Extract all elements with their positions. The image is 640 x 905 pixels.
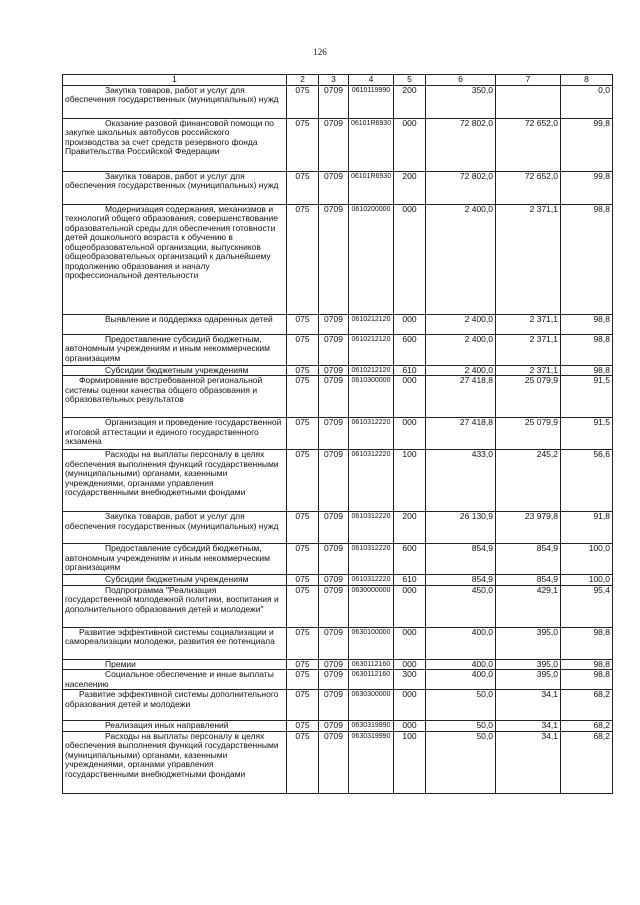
row-execution-percent: 95,4 xyxy=(561,585,613,627)
row-section-code: 0709 xyxy=(319,314,349,334)
row-section-code: 0709 xyxy=(319,659,349,670)
row-execution-percent: 98,8 xyxy=(561,314,613,334)
row-target-code: 0610212120 xyxy=(349,314,394,334)
row-name xyxy=(63,659,287,670)
row-target-code: 0630319990 xyxy=(349,721,394,732)
table-row xyxy=(63,544,613,575)
table-row xyxy=(63,334,613,365)
col-header-6: 6 xyxy=(426,75,496,86)
table-row xyxy=(63,171,613,204)
row-name-text: Социальное обеспечение и иные выплаты населению xyxy=(65,669,274,689)
row-name-text: Развитие эффективной системы дополнительного образования детей и молодежи xyxy=(65,689,279,709)
row-expense-type: 100 xyxy=(394,731,426,793)
row-planned-amount: 400,0 xyxy=(426,659,496,670)
row-target-code: 0610119990 xyxy=(349,85,394,118)
row-name-text: Оказание разовой финансовой помощи по закупке школьных автобусов российского производства за счет средств резервного фонда Правительства Российской Федерации xyxy=(65,117,274,156)
row-planned-amount: 50,0 xyxy=(426,690,496,721)
row-section-code: 0709 xyxy=(319,721,349,732)
row-expense-type: 200 xyxy=(394,85,426,118)
row-target-code: 0630000000 xyxy=(349,585,394,627)
row-chapter-code: 075 xyxy=(287,659,319,670)
row-chapter-code: 075 xyxy=(287,731,319,793)
row-name xyxy=(63,334,287,365)
row-target-code: 0610212120 xyxy=(349,365,394,376)
row-name-text: Премии xyxy=(105,658,136,669)
row-name-text: Подпрограмма "Реализация государственной молодежной политики, воспитания и дополнительного образования детей и молодежи" xyxy=(65,584,279,614)
row-expense-type: 000 xyxy=(394,690,426,721)
row-name xyxy=(63,418,287,450)
col-header-4: 4 xyxy=(349,75,394,86)
row-target-code: 06101R6930 xyxy=(349,171,394,204)
row-target-code: 0610312220 xyxy=(349,450,394,512)
table-row xyxy=(63,512,613,544)
row-executed-amount xyxy=(496,85,561,118)
row-expense-type: 000 xyxy=(394,204,426,314)
row-planned-amount: 450,0 xyxy=(426,585,496,627)
row-section-code: 0709 xyxy=(319,365,349,376)
row-target-code: 0630319990 xyxy=(349,731,394,793)
row-name xyxy=(63,376,287,418)
row-name-text: Развитие эффективной системы социализации и самореализации молодежи, развития ее потенциала xyxy=(65,626,275,646)
row-name xyxy=(63,544,287,575)
row-planned-amount: 26 130,9 xyxy=(426,512,496,544)
row-planned-amount: 2 400,0 xyxy=(426,334,496,365)
row-executed-amount: 395,0 xyxy=(496,659,561,670)
row-executed-amount: 34,1 xyxy=(496,721,561,732)
row-name-text: Закупка товаров, работ и услуг для обеспечения государственных (муниципальных) нужд xyxy=(65,84,279,104)
row-executed-amount: 245,2 xyxy=(496,450,561,512)
table-row xyxy=(63,575,613,586)
row-execution-percent: 98,8 xyxy=(561,334,613,365)
row-executed-amount: 395,0 xyxy=(496,627,561,659)
row-execution-percent: 0,0 xyxy=(561,85,613,118)
row-executed-amount: 854,9 xyxy=(496,575,561,586)
row-planned-amount: 27 418,8 xyxy=(426,376,496,418)
row-expense-type: 610 xyxy=(394,575,426,586)
row-planned-amount: 2 400,0 xyxy=(426,204,496,314)
row-name-text: Субсидии бюджетным учреждениям xyxy=(105,574,249,584)
row-chapter-code: 075 xyxy=(287,171,319,204)
row-target-code: 0610200000 xyxy=(349,204,394,314)
row-executed-amount: 34,1 xyxy=(496,690,561,721)
row-target-code: 0630100000 xyxy=(349,627,394,659)
row-chapter-code: 075 xyxy=(287,118,319,171)
table-row xyxy=(63,585,613,627)
row-chapter-code: 075 xyxy=(287,334,319,365)
row-target-code: 0610312220 xyxy=(349,575,394,586)
row-execution-percent: 99,8 xyxy=(561,118,613,171)
row-target-code: 0610312220 xyxy=(349,512,394,544)
table-row xyxy=(63,731,613,793)
row-planned-amount: 350,0 xyxy=(426,85,496,118)
row-executed-amount: 23 979,8 xyxy=(496,512,561,544)
row-section-code: 0709 xyxy=(319,512,349,544)
row-chapter-code: 075 xyxy=(287,376,319,418)
row-target-code: 0610300000 xyxy=(349,376,394,418)
row-execution-percent: 68,2 xyxy=(561,690,613,721)
row-execution-percent: 100,0 xyxy=(561,575,613,586)
row-execution-percent: 91,5 xyxy=(561,418,613,450)
row-name-text: Предоставление субсидий бюджетным, автономным учреждениям и иным некоммерческим организациям xyxy=(65,543,271,572)
row-name xyxy=(63,171,287,204)
row-chapter-code: 075 xyxy=(287,585,319,627)
table-row xyxy=(63,85,613,118)
row-section-code: 0709 xyxy=(319,627,349,659)
row-expense-type: 000 xyxy=(394,118,426,171)
row-name xyxy=(63,314,287,334)
row-execution-percent: 56,6 xyxy=(561,450,613,512)
table-body xyxy=(63,85,613,793)
row-chapter-code: 075 xyxy=(287,721,319,732)
row-executed-amount: 2 371,1 xyxy=(496,314,561,334)
row-target-code: 0630112160 xyxy=(349,659,394,670)
row-name-text: Формирование востребованной региональной системы оценки качества общего образования и образовательных результатов xyxy=(65,375,263,404)
row-execution-percent: 68,2 xyxy=(561,731,613,793)
row-expense-type: 000 xyxy=(394,585,426,627)
row-chapter-code: 075 xyxy=(287,418,319,450)
row-name-text: Расходы на выплаты персоналу в целях обеспечения выполнения функций государственными (муниципальными) органами, казенными учреждениями, органами управления государственными внебюджетными фондами xyxy=(65,730,279,779)
row-expense-type: 000 xyxy=(394,314,426,334)
row-target-code: 0610212120 xyxy=(349,334,394,365)
row-name-text: Субсидии бюджетным учреждениям xyxy=(105,364,249,375)
row-chapter-code: 075 xyxy=(287,450,319,512)
row-name-text: Предоставление субсидий бюджетным, автономным учреждениям и иным некоммерческим организациям xyxy=(65,333,271,363)
row-expense-type: 200 xyxy=(394,512,426,544)
table-row xyxy=(63,670,613,690)
table-row xyxy=(63,659,613,670)
row-name xyxy=(63,670,287,690)
budget-table xyxy=(62,74,613,794)
row-execution-percent: 98,8 xyxy=(561,659,613,670)
col-header-8: 8 xyxy=(561,75,613,86)
row-target-code: 0610312220 xyxy=(349,418,394,450)
row-section-code: 0709 xyxy=(319,118,349,171)
row-name xyxy=(63,204,287,314)
row-name xyxy=(63,627,287,659)
row-executed-amount: 25 079,9 xyxy=(496,376,561,418)
row-name xyxy=(63,450,287,512)
row-execution-percent: 91,5 xyxy=(561,376,613,418)
row-expense-type: 600 xyxy=(394,544,426,575)
row-executed-amount: 72 652,0 xyxy=(496,118,561,171)
row-name xyxy=(63,365,287,376)
row-name xyxy=(63,721,287,732)
table-row xyxy=(63,118,613,171)
row-section-code: 0709 xyxy=(319,85,349,118)
row-name xyxy=(63,585,287,627)
row-name-text: Расходы на выплаты персоналу в целях обеспечения выполнения функций государственными (муниципальными) органами, казенными учреждениями, органами управления государственными внебюджетными фондами xyxy=(65,449,279,497)
row-section-code: 0709 xyxy=(319,731,349,793)
row-chapter-code: 075 xyxy=(287,690,319,721)
row-name xyxy=(63,512,287,544)
row-name-text: Организация и проведение государственной итоговой аттестации и единого государственного экзамена xyxy=(65,417,282,446)
row-section-code: 0709 xyxy=(319,575,349,586)
row-planned-amount: 50,0 xyxy=(426,721,496,732)
col-header-2: 2 xyxy=(287,75,319,86)
table-row xyxy=(63,690,613,721)
row-name xyxy=(63,690,287,721)
row-target-code: 0630300000 xyxy=(349,690,394,721)
row-section-code: 0709 xyxy=(319,376,349,418)
row-executed-amount: 72 652,0 xyxy=(496,171,561,204)
row-target-code: 06101R6930 xyxy=(349,118,394,171)
row-expense-type: 000 xyxy=(394,376,426,418)
row-name-text: Закупка товаров, работ и услуг для обеспечения государственных (муниципальных) нужд xyxy=(65,170,279,190)
table-row xyxy=(63,204,613,314)
row-name-text: Выявление и поддержка одаренных детей xyxy=(105,313,273,324)
row-planned-amount: 50,0 xyxy=(426,731,496,793)
row-section-code: 0709 xyxy=(319,171,349,204)
row-chapter-code: 075 xyxy=(287,544,319,575)
row-chapter-code: 075 xyxy=(287,365,319,376)
row-section-code: 0709 xyxy=(319,690,349,721)
row-section-code: 0709 xyxy=(319,585,349,627)
row-expense-type: 100 xyxy=(394,450,426,512)
row-executed-amount: 429,1 xyxy=(496,585,561,627)
row-planned-amount: 400,0 xyxy=(426,670,496,690)
row-expense-type: 000 xyxy=(394,418,426,450)
row-executed-amount: 2 371,1 xyxy=(496,365,561,376)
row-section-code: 0709 xyxy=(319,544,349,575)
row-chapter-code: 075 xyxy=(287,204,319,314)
table-row xyxy=(63,721,613,732)
row-name xyxy=(63,85,287,118)
row-execution-percent: 98,8 xyxy=(561,365,613,376)
row-planned-amount: 2 400,0 xyxy=(426,314,496,334)
table-row xyxy=(63,418,613,450)
row-name-text: Модернизация содержания, механизмов и технологий общего образования, совершенствование образовательной среды для обеспечения готовности детей дошкольного возраста к обучению в общеобразовательной организации, выпускников общеобразовательных организаций к дальнейшему продолжению образования и началу профессиональной деятельности xyxy=(65,203,278,280)
table-row xyxy=(63,365,613,376)
row-execution-percent: 98,8 xyxy=(561,670,613,690)
row-chapter-code: 075 xyxy=(287,85,319,118)
row-execution-percent: 99,8 xyxy=(561,171,613,204)
row-expense-type: 200 xyxy=(394,171,426,204)
table-row xyxy=(63,627,613,659)
row-expense-type: 600 xyxy=(394,334,426,365)
row-execution-percent: 98,8 xyxy=(561,204,613,314)
row-planned-amount: 2 400,0 xyxy=(426,365,496,376)
row-chapter-code: 075 xyxy=(287,575,319,586)
col-header-5: 5 xyxy=(394,75,426,86)
row-expense-type: 610 xyxy=(394,365,426,376)
row-section-code: 0709 xyxy=(319,334,349,365)
row-executed-amount: 2 371,1 xyxy=(496,204,561,314)
row-name xyxy=(63,731,287,793)
row-planned-amount: 854,9 xyxy=(426,544,496,575)
col-header-3: 3 xyxy=(319,75,349,86)
row-execution-percent: 100,0 xyxy=(561,544,613,575)
row-execution-percent: 91,8 xyxy=(561,512,613,544)
row-name-text: Закупка товаров, работ и услуг для обеспечения государственных (муниципальных) нужд xyxy=(65,511,279,531)
row-execution-percent: 68,2 xyxy=(561,721,613,732)
row-chapter-code: 075 xyxy=(287,314,319,334)
row-executed-amount: 854,9 xyxy=(496,544,561,575)
table-row xyxy=(63,376,613,418)
row-section-code: 0709 xyxy=(319,204,349,314)
row-executed-amount: 2 371,1 xyxy=(496,334,561,365)
row-planned-amount: 400,0 xyxy=(426,627,496,659)
row-section-code: 0709 xyxy=(319,670,349,690)
row-expense-type: 300 xyxy=(394,670,426,690)
row-section-code: 0709 xyxy=(319,418,349,450)
col-header-1: 1 xyxy=(63,75,287,86)
page-number: 126 xyxy=(313,47,327,57)
row-expense-type: 000 xyxy=(394,721,426,732)
row-planned-amount: 72 802,0 xyxy=(426,118,496,171)
row-target-code: 0630112160 xyxy=(349,670,394,690)
table-row xyxy=(63,314,613,334)
row-executed-amount: 34,1 xyxy=(496,731,561,793)
row-expense-type: 000 xyxy=(394,659,426,670)
row-planned-amount: 72 802,0 xyxy=(426,171,496,204)
row-chapter-code: 075 xyxy=(287,627,319,659)
row-chapter-code: 075 xyxy=(287,512,319,544)
row-section-code: 0709 xyxy=(319,450,349,512)
row-executed-amount: 395,0 xyxy=(496,670,561,690)
row-name xyxy=(63,118,287,171)
row-expense-type: 000 xyxy=(394,627,426,659)
table-header-row xyxy=(63,75,613,86)
row-name-text: Реализация иных направлений xyxy=(105,720,229,730)
row-execution-percent: 98,8 xyxy=(561,627,613,659)
row-chapter-code: 075 xyxy=(287,670,319,690)
row-planned-amount: 433,0 xyxy=(426,450,496,512)
row-planned-amount: 27 418,8 xyxy=(426,418,496,450)
row-name xyxy=(63,575,287,586)
col-header-7: 7 xyxy=(496,75,561,86)
row-executed-amount: 25 079,9 xyxy=(496,418,561,450)
table-row xyxy=(63,450,613,512)
row-target-code: 0610312220 xyxy=(349,544,394,575)
row-planned-amount: 854,9 xyxy=(426,575,496,586)
